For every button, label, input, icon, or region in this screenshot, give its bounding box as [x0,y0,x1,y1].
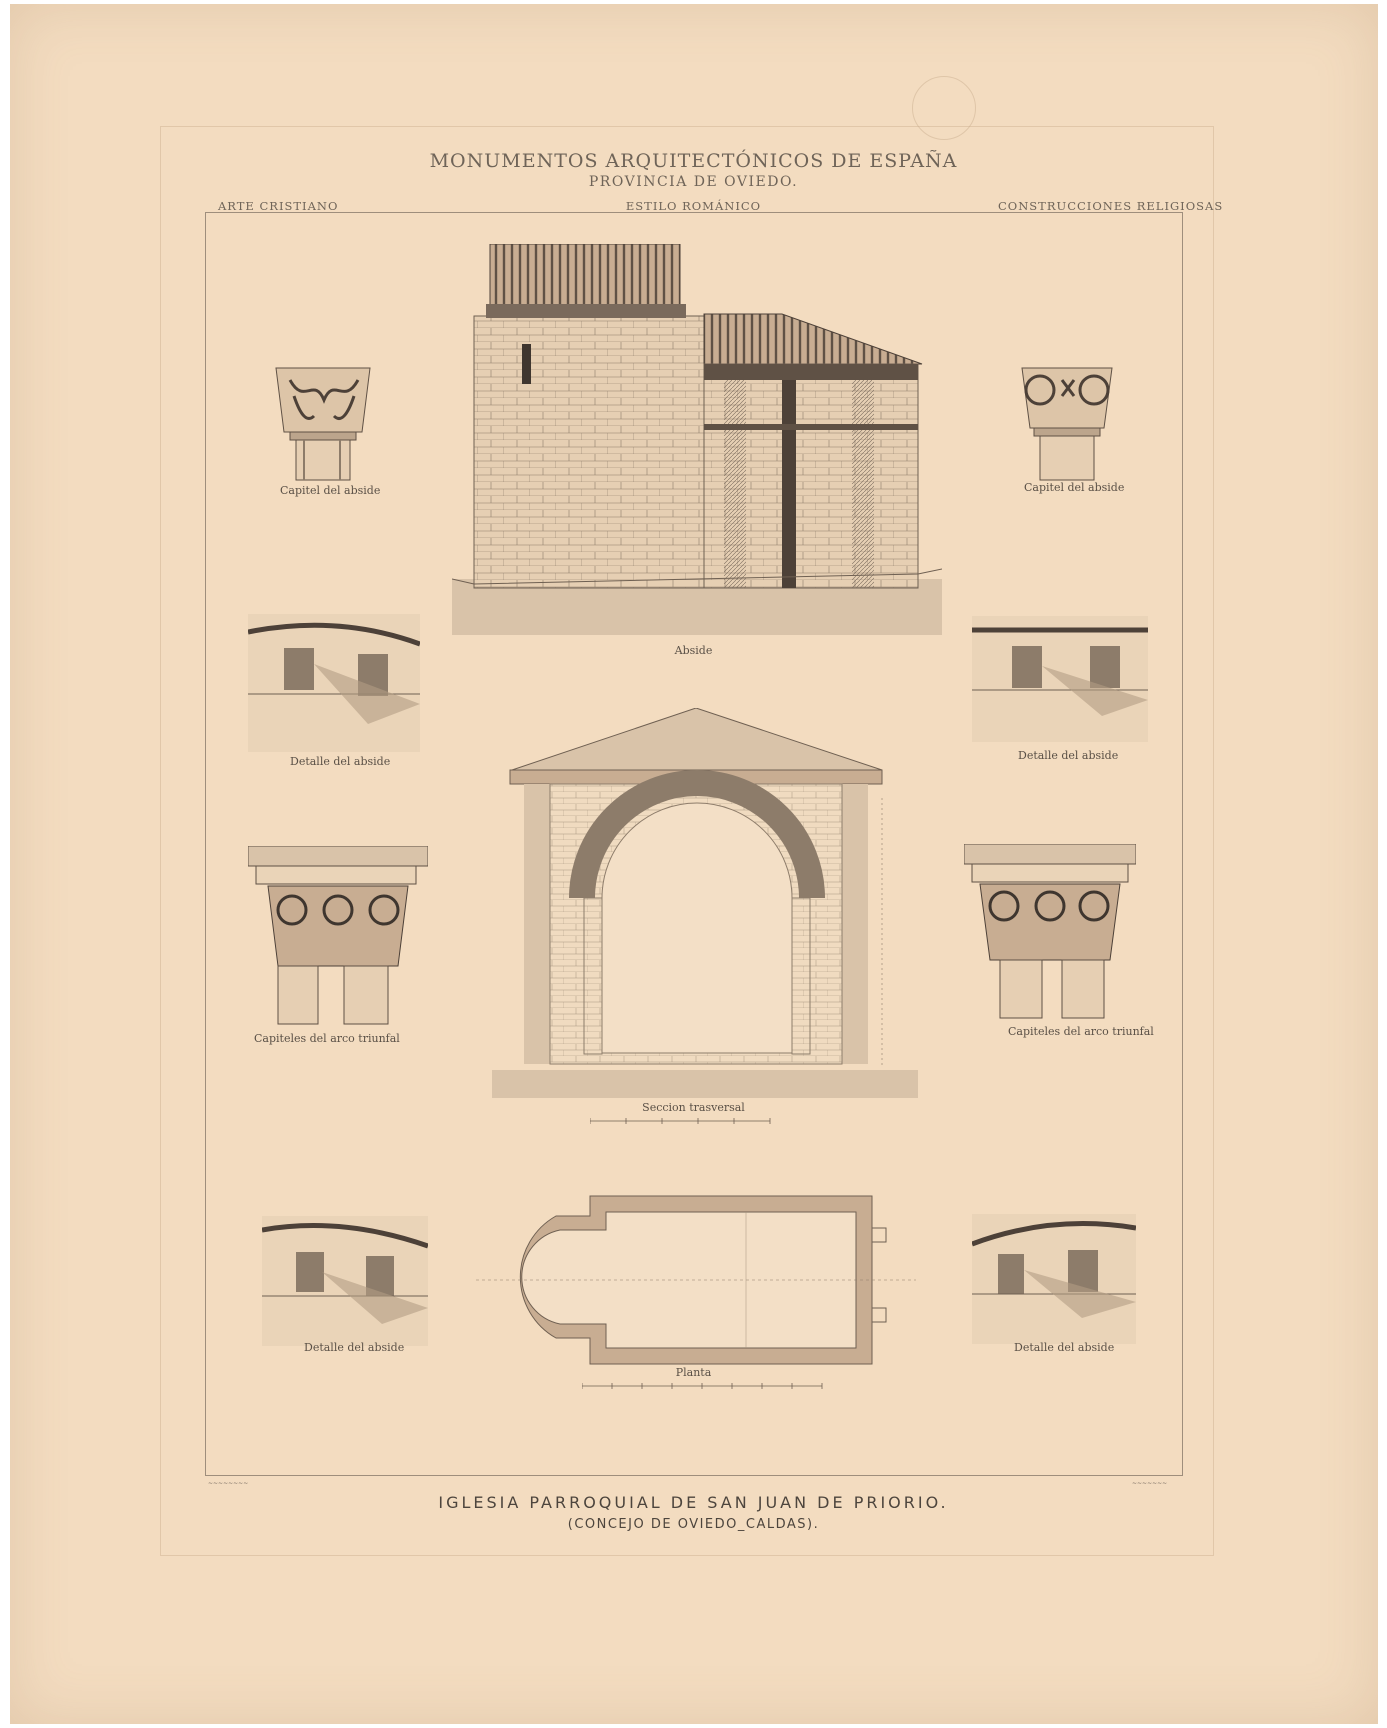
engraver-signature: ~~~~~~~ [1132,1480,1168,1487]
caption-capitel-left: Capitel del abside [280,484,381,497]
caption-abside: Abside [674,644,713,657]
church-subtitle: (CONCEJO DE OVIEDO_CALDAS). [567,1517,820,1532]
caption-detalle-1: Detalle del abside [290,755,391,768]
header-center: ESTILO ROMÁNICO [625,199,762,213]
detail-top-left-drawing [248,614,420,752]
capitals-arch-left-drawing [248,846,428,1026]
plan-scale-bar [582,1382,842,1390]
caption-capiteles-left: Capiteles del arco triunfal [254,1032,400,1045]
caption-detalle-3: Detalle del abside [304,1341,405,1354]
capitals-arch-right-drawing [964,844,1136,1020]
floor-plan-drawing [476,1188,916,1368]
plate-subtitle: PROVINCIA DE OVIEDO. [588,174,799,190]
header-left: ARTE CRISTIANO [218,199,339,213]
church-title: IGLESIA PARROQUIAL DE SAN JUAN DE PRIORIO. [438,1493,949,1512]
caption-detalle-4: Detalle del abside [1014,1341,1115,1354]
section-scale-bar [590,1117,822,1125]
plate-title: MONUMENTOS ARQUITECTÓNICOS DE ESPAÑA [429,150,958,172]
transverse-section-drawing [492,708,918,1102]
caption-planta: Planta [675,1366,712,1379]
caption-capiteles-right: Capiteles del arco triunfal [1008,1025,1154,1038]
capital-right-drawing [1020,366,1115,481]
detail-bottom-right-drawing [972,1214,1136,1344]
caption-capitel-right: Capitel del abside [1024,481,1125,494]
header-right: CONSTRUCCIONES RELIGIOSAS [998,199,1224,213]
apse-elevation-drawing [452,244,942,639]
detail-top-right-drawing [972,616,1148,742]
detail-bottom-left-drawing [262,1216,428,1346]
caption-seccion: Seccion trasversal [642,1101,745,1114]
caption-detalle-2: Detalle del abside [1018,749,1119,762]
draughtsman-signature: ~~~~~~~~ [208,1480,249,1487]
collection-stamp [912,76,976,140]
capital-left-drawing [274,366,374,481]
